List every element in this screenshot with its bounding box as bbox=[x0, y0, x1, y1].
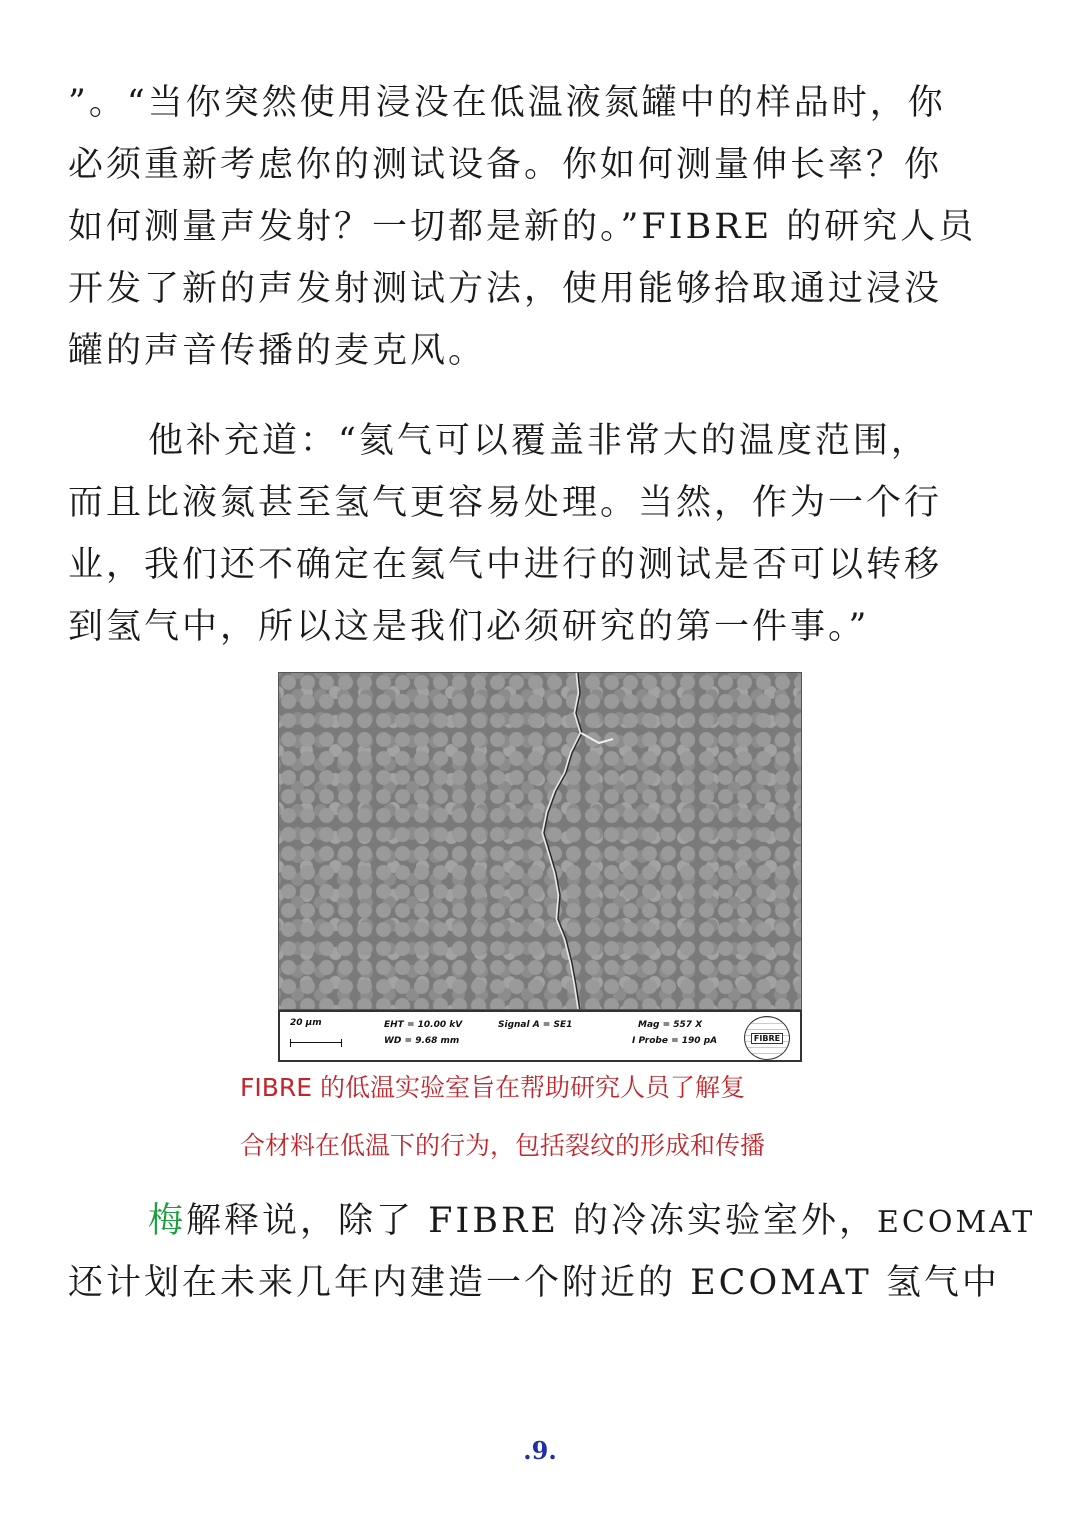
fibre-logo-text: FIBRE bbox=[751, 1033, 783, 1044]
wd-label: WD = 9.68 mm bbox=[384, 1036, 460, 1046]
text-line: 罐的声音传播的麦克风。 bbox=[68, 331, 487, 371]
paragraph-1 bbox=[68, 72, 1012, 382]
text-line: 他补充道：“氦气可以覆盖非常大的温度范围， bbox=[148, 421, 929, 461]
text-line: 还计划在未来几年内建造一个附近的 ECOMAT 氢气中 bbox=[68, 1263, 1000, 1303]
text-segment: 解释说，除了 FIBRE 的冷冻实验室外， bbox=[186, 1201, 878, 1241]
text-line: 而且比液氮甚至氢气更容易处理。当然，作为一个行 bbox=[68, 483, 943, 523]
text-line: 到氢气中，所以这是我们必须研究的第一件事。” bbox=[68, 607, 870, 647]
scale-bar-label: 20 µm bbox=[290, 1018, 322, 1028]
text-line: ”。“当你突然使用浸没在低温液氮罐中的样品时，你 bbox=[68, 83, 946, 123]
mag-label: Mag = 557 X bbox=[638, 1020, 703, 1030]
fibre-logo-icon bbox=[744, 1016, 790, 1060]
paragraph-2 bbox=[68, 410, 1012, 658]
text-segment: ECOMAT bbox=[877, 1205, 1036, 1240]
text-line: 业，我们还不确定在氦气中进行的测试是否可以转移 bbox=[68, 545, 943, 585]
highlighted-name: 梅 bbox=[148, 1201, 187, 1241]
sem-micrograph-image bbox=[278, 672, 802, 1010]
eht-label: EHT = 10.00 kV bbox=[384, 1020, 463, 1030]
figure-caption-line-1: FIBRE 的低温实验室旨在帮助研究人员了解复 bbox=[240, 1073, 746, 1102]
page-number: .9. bbox=[523, 1436, 557, 1465]
text-line: 开发了新的声发射测试方法，使用能够拾取通过浸没 bbox=[68, 269, 943, 309]
scale-bar bbox=[290, 1042, 342, 1043]
text-line bbox=[68, 1190, 1036, 1252]
text-line: 必须重新考虑你的测试设备。你如何测量伸长率？你 bbox=[68, 145, 943, 185]
sem-micrograph-figure bbox=[278, 672, 802, 1062]
signal-label: Signal A = SE1 bbox=[498, 1020, 573, 1030]
crack-overlay bbox=[279, 673, 802, 1010]
figure-caption-line-2: 合材料在低温下的行为，包括裂纹的形成和传播 bbox=[240, 1131, 766, 1160]
text-line: 如何测量声发射？一切都是新的。”FIBRE 的研究人员 bbox=[68, 207, 977, 247]
sem-info-bar bbox=[278, 1010, 802, 1062]
paragraph-3 bbox=[68, 1190, 1036, 1314]
probe-label: I Probe = 190 pA bbox=[632, 1036, 718, 1046]
